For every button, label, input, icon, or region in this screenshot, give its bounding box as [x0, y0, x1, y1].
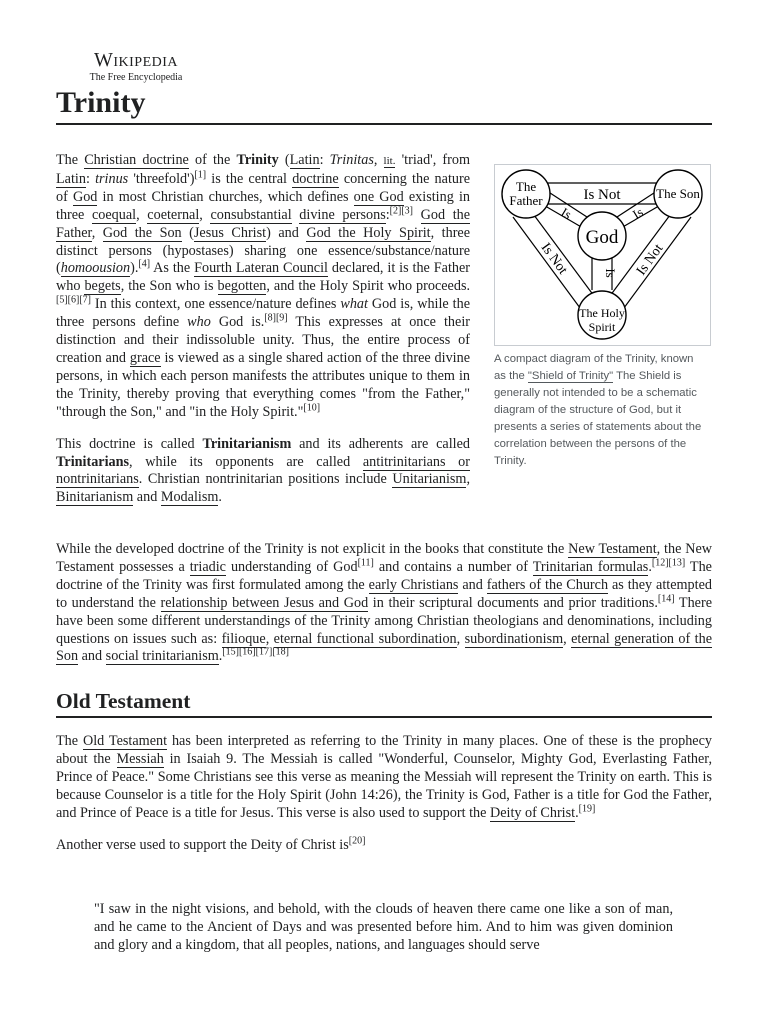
citation[interactable]: [14]: [657, 592, 675, 604]
link-triadic[interactable]: triadic: [189, 558, 226, 575]
link-latin-2[interactable]: Latin: [56, 170, 86, 187]
link-god-the-son[interactable]: God the Son: [102, 224, 182, 241]
link-god[interactable]: God: [72, 188, 98, 205]
link-eternal-functional-subordination[interactable]: eternal functional subordination: [273, 630, 457, 647]
edge-son-god: Is: [629, 204, 646, 222]
label-spirit-1: The Holy: [579, 306, 625, 320]
link-doctrine[interactable]: doctrine: [292, 170, 339, 187]
old-testament-section: [56, 733, 712, 868]
title-divider: [56, 123, 712, 125]
edge-father-god: Is: [558, 204, 575, 222]
citation[interactable]: [5][6][7]: [56, 294, 91, 306]
body-section: [56, 541, 712, 680]
paragraph-5: Another verse used to support the Deity of Christ is[20]: [56, 834, 366, 853]
link-antitrinitarians[interactable]: antitrinitarians or nontrinitarians: [56, 453, 470, 488]
link-modalism[interactable]: Modalism: [160, 489, 219, 506]
logo-tagline: The Free Encyclopedia: [89, 72, 183, 83]
citation[interactable]: [4]: [138, 258, 151, 270]
citation[interactable]: [15][16][17][18]: [222, 646, 289, 658]
citation[interactable]: [12][13]: [651, 557, 686, 569]
wikipedia-logo[interactable]: [78, 48, 194, 83]
figure-caption: A compact diagram of the Trinity, known as the "Shield of Trinity" The Shield is generally not intended to be a schematic diagram of the structure of God, but it presents a series of statements about the correlation between the persons of the Trinity.: [494, 353, 702, 467]
link-filioque[interactable]: filioque: [221, 630, 266, 647]
citation[interactable]: [19]: [578, 802, 596, 814]
link-consubstantial[interactable]: consubstantial: [210, 206, 292, 223]
label-father-1: The: [515, 179, 537, 194]
link-latin[interactable]: Latin: [289, 152, 320, 168]
label-god: God: [585, 227, 619, 248]
link-social-trinitarianism[interactable]: social trinitarianism: [105, 648, 219, 665]
lead-section: [56, 152, 470, 521]
section-divider: [56, 716, 712, 718]
diagram-frame[interactable]: [494, 164, 711, 346]
quote-text: "I saw in the night visions, and behold, with the clouds of heaven there came one like a son of man, and he came to the Ancient of Days and was presented before him. And to him was given dominion and glory and a kingdom, that all peoples, nations, and languages should serve: [94, 901, 673, 953]
link-coequal[interactable]: coequal: [91, 206, 137, 223]
link-coeternal[interactable]: coeternal: [147, 206, 200, 223]
link-eternal-generation[interactable]: eternal generation of the Son: [56, 630, 713, 665]
label-spirit-2: Spirit: [588, 320, 616, 334]
edge-father-son: Is Not: [583, 187, 621, 203]
paragraph-3: While the developed doctrine of the Trinity is not explicit in the books that constitute the New Testament, the New Testament possesses a triadic understanding of God[11] and contains a number of Trinitarian formulas.[12][13] The doctrine of the Trinity was first formulated among the early Christians and fathers of the Church as they attempted to understand the relationship between Jesus and God in their scriptural documents and prior traditions.[14] There have been some different understandings of the Trinity among Christian theologians and denominations, including questions on issues such as: filioque, eternal functional subordination, subordinationism, eternal generation of the Son and social trinitarianism.[15][16][17][18]: [56, 541, 713, 665]
link-one-god[interactable]: one God: [353, 188, 404, 205]
link-shield-of-trinity[interactable]: "Shield of Trinity": [527, 370, 614, 382]
edge-father-spirit: Is Not: [537, 240, 571, 278]
page-title: Trinity: [56, 86, 146, 119]
link-begets[interactable]: begets: [84, 278, 121, 295]
paragraph-2: This doctrine is called Trinitarianism and its adherents are called Trinitarians, while its opponents are called antitrinitarians or nontrinitarians. Christian nontrinitarian positions include Unitarianism, Binitarianism and Modalism.: [56, 435, 470, 506]
term-trinity: Trinity: [236, 152, 279, 168]
link-lit[interactable]: lit.: [383, 155, 396, 167]
link-fathers-of-the-church[interactable]: fathers of the Church: [486, 576, 609, 593]
citation[interactable]: [1]: [194, 169, 207, 181]
citation[interactable]: [11]: [357, 557, 374, 569]
link-relationship-jesus-god[interactable]: relationship between Jesus and God: [160, 594, 369, 611]
link-trinitarian-formulas[interactable]: Trinitarian formulas: [532, 558, 649, 575]
daniel-quote: [94, 901, 673, 955]
link-subordinationism[interactable]: subordinationism: [464, 630, 564, 647]
paragraph-4: The Old Testament has been interpreted as referring to the Trinity in many places. One of these is the prophecy about the Messiah in Isaiah 9. The Messiah is called "Wonderful, Counselor, Mighty God, Everlasting Father, Prince of Peace." Some Christians see this verse as meaning the Messiah will represent the Trinity on earth. This is because Counselor is a title for the Holy Spirit (John 14:26), the Trinity is God, Father is a title for God the Father, and Prince of Peace is a title for Jesus. This verse is also used to support the Deity of Christ.[19]: [56, 733, 712, 821]
citation[interactable]: [8][9]: [264, 312, 288, 324]
link-begotten[interactable]: begotten: [217, 278, 267, 295]
label-father-2: Father: [509, 193, 543, 208]
link-jesus-christ[interactable]: Jesus Christ: [193, 224, 267, 241]
link-unitarianism[interactable]: Unitarianism: [392, 471, 467, 488]
section-heading-old-testament: Old Testament: [56, 689, 191, 713]
link-new-testament[interactable]: New Testament: [568, 541, 657, 557]
shield-diagram: [495, 165, 710, 345]
shield-of-trinity-figure: [494, 164, 711, 470]
edge-son-spirit: Is Not: [633, 241, 667, 279]
citation[interactable]: [2][3]: [389, 204, 413, 216]
paragraph-1: The Christian doctrine of the Trinity (Latin: Trinitas, lit. 'triad', from Latin: trinus 'threefold')[1] is the central doctrine concerning the nature of God in most Christian churches, which defines one God existing in three coequal, coeternal, consubstantial divine persons:[2][3] God the Father, God the Son (Jesus Christ) and God the Holy Spirit, three distinct persons (hypostases) sharing one essence/substance/nature (homoousion).[4] As the Fourth Lateran Council declared, it is the Father who begets, the Son who is begotten, and the Holy Spirit who proceeds.[5][6][7] In this context, one essence/nature defines what God is, while the three persons define who God is.[8][9] This expresses at once their distinction and their indissoluble unity. Thus, the entire process of creation and grace is viewed as a single shared action of the three divine persons, in which each person manifests the attributes unique to them in the Trinity, thereby proving that everything comes "from the Father," "through the Son," and "in the Holy Spirit."[10]: [56, 152, 471, 420]
link-homoousion[interactable]: homoousion: [60, 260, 131, 277]
link-divine-persons[interactable]: divine persons: [299, 206, 386, 223]
link-deity-of-christ[interactable]: Deity of Christ: [489, 804, 576, 821]
link-god-the-father[interactable]: God the Father: [56, 206, 471, 241]
logo-wordmark: Wikipedia: [93, 49, 179, 71]
link-early-christians[interactable]: early Christians: [368, 576, 459, 593]
citation[interactable]: [10]: [303, 401, 321, 413]
link-fourth-lateran-council[interactable]: Fourth Lateran Council: [194, 260, 328, 277]
link-old-testament[interactable]: Old Testament: [82, 733, 168, 749]
link-grace[interactable]: grace: [129, 349, 161, 366]
edge-god-spirit: Is: [603, 268, 618, 278]
link-binitarianism[interactable]: Binitarianism: [56, 489, 134, 506]
link-christian-doctrine[interactable]: Christian doctrine: [84, 152, 189, 168]
label-son: The Son: [656, 186, 700, 201]
link-messiah[interactable]: Messiah: [116, 750, 164, 767]
citation[interactable]: [20]: [348, 834, 366, 846]
link-holy-spirit[interactable]: God the Holy Spirit: [306, 224, 431, 241]
